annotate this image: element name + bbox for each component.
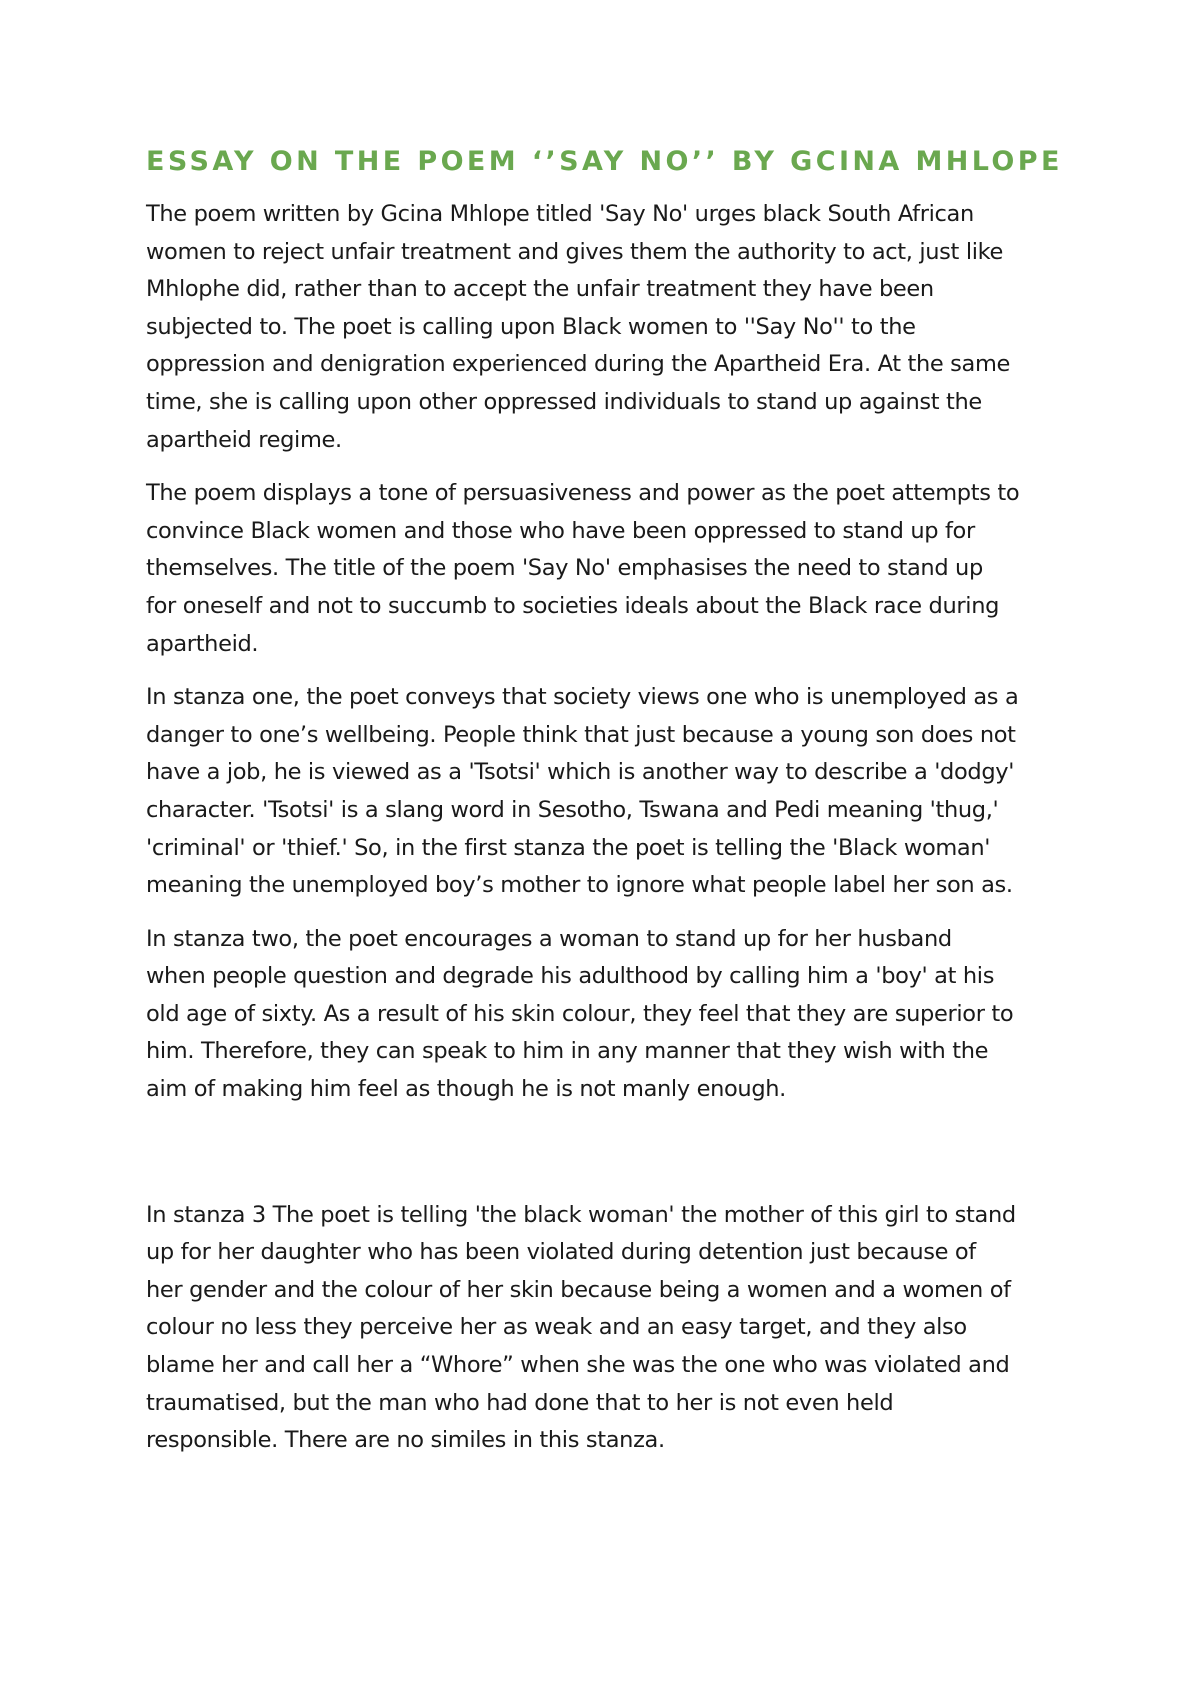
paragraph-line: aim of making him feel as though he is not manly enough.	[146, 1076, 786, 1103]
paragraph-line: when people question and degrade his adulthood by calling him a 'boy' at his	[146, 963, 995, 990]
paragraph-line: In stanza 3 The poet is telling 'the black woman' the mother of this girl to stand	[146, 1201, 1016, 1228]
paragraph-line: traumatised, but the man who had done that to her is not even held	[146, 1389, 894, 1416]
paragraph-stanza-one	[146, 679, 1076, 905]
paragraph-line: The poem written by Gcina Mhlope titled 'Say No' urges black South African	[146, 201, 974, 227]
paragraph-line: 'criminal' or 'thief.' So, in the first stanza the poet is telling the 'Black woman'	[146, 834, 991, 861]
paragraph-line: In stanza two, the poet encourages a woman to stand up for her husband	[146, 925, 952, 952]
paragraph-line: In stanza one, the poet conveys that society views one who is unemployed as a	[146, 684, 1019, 711]
paragraph-line: old age of sixty. As a result of his skin colour, they feel that they are superior to	[146, 1000, 1014, 1027]
paragraph-line: convince Black women and those who have been oppressed to stand up for	[146, 517, 975, 544]
essay-title: ESSAY ON THE POEM ‘’SAY NO’’ BY GCINA MHLOPE	[146, 146, 1063, 177]
paragraph-line: him. Therefore, they can speak to him in any manner that they wish with the	[146, 1038, 989, 1065]
paragraph-stanza-two	[146, 921, 1076, 1109]
paragraph-intro	[146, 196, 1076, 459]
paragraph-line: responsible. There are no similes in this stanza.	[146, 1427, 665, 1454]
paragraph-line: character. 'Tsotsi' is a slang word in Sesotho, Tswana and Pedi meaning 'thug,'	[146, 796, 999, 823]
paragraph-line: oppression and denigration experienced during the Apartheid Era. At the same	[146, 351, 1011, 378]
paragraph-line: for oneself and not to succumb to societies ideals about the Black race during	[146, 592, 1000, 619]
paragraph-line: time, she is calling upon other oppressed individuals to stand up against the	[146, 388, 982, 415]
paragraph-line: danger to one’s wellbeing. People think that just because a young son does not	[146, 721, 1016, 748]
paragraph-tone	[146, 475, 1076, 663]
paragraph-line: apartheid.	[146, 630, 259, 657]
paragraph-line: meaning the unemployed boy’s mother to ignore what people label her son as.	[146, 872, 1013, 899]
paragraph-stanza-three	[146, 1197, 1076, 1460]
paragraph-line: apartheid regime.	[146, 426, 342, 453]
paragraph-line: up for her daughter who has been violated during detention just because of	[146, 1239, 976, 1266]
paragraph-line: have a job, he is viewed as a 'Tsotsi' which is another way to describe a 'dodgy'	[146, 759, 1015, 786]
paragraph-line: Mhlophe did, rather than to accept the unfair treatment they have been	[146, 276, 934, 303]
paragraph-line: themselves. The title of the poem 'Say No' emphasises the need to stand up	[146, 555, 983, 582]
document-content	[146, 140, 1076, 1476]
paragraph-line: women to reject unfair treatment and gives them the authority to act, just like	[146, 238, 1003, 265]
paragraph-line: subjected to. The poet is calling upon Black women to ''Say No'' to the	[146, 313, 916, 340]
paragraph-line: colour no less they perceive her as weak and an easy target, and they also	[146, 1314, 967, 1341]
paragraph-line: her gender and the colour of her skin because being a women and a women of	[146, 1276, 1011, 1303]
blank-gap	[146, 1125, 1076, 1197]
paragraph-line: The poem displays a tone of persuasiveness and power as the poet attempts to	[146, 480, 1020, 507]
paragraph-line: blame her and call her a “Whore” when she was the one who was violated and	[146, 1352, 1010, 1379]
